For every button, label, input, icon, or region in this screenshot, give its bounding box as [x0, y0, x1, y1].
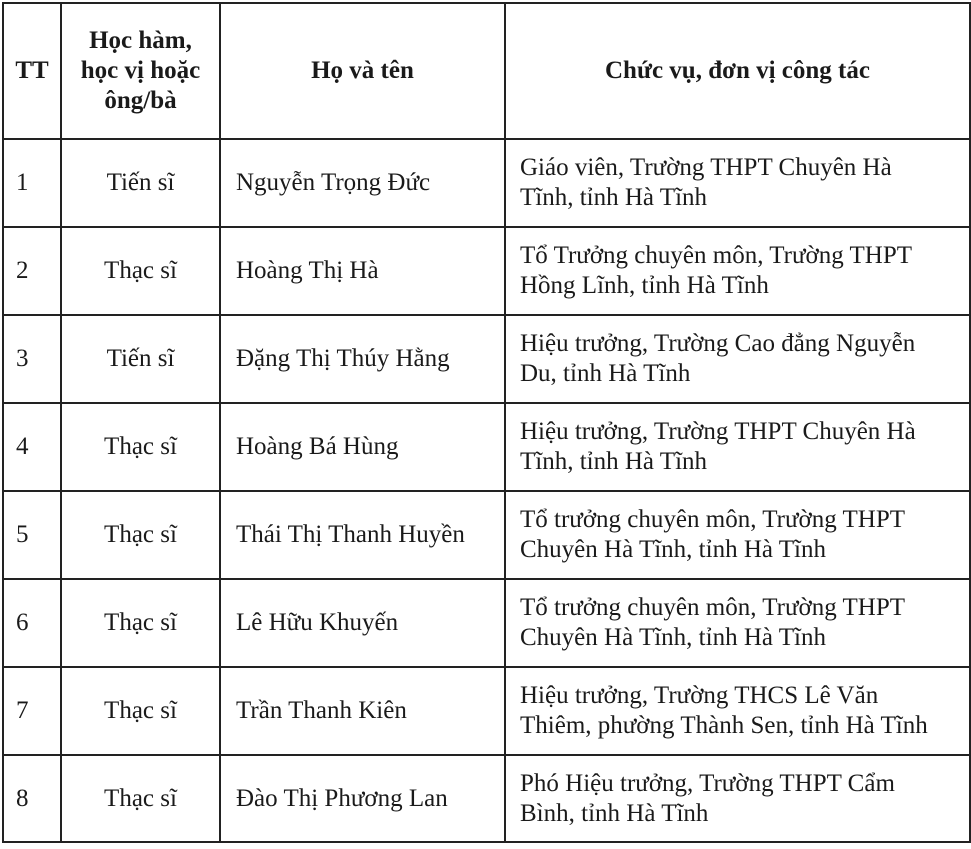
position-cell: [505, 139, 970, 227]
position-line: Tổ trưởng chuyên môn, Trường THPT: [520, 506, 906, 533]
position-line: Tĩnh, tỉnh Hà Tĩnh: [520, 448, 708, 475]
row-number: 8: [3, 755, 61, 842]
position-line: Hiệu trưởng, Trường Cao đẳng Nguyễn: [520, 330, 916, 357]
position-line: Hiệu trưởng, Trường THPT Chuyên Hà: [520, 418, 916, 445]
position-line: Giáo viên, Trường THPT Chuyên Hà: [520, 154, 892, 181]
position-line: Du, tỉnh Hà Tĩnh: [520, 360, 691, 387]
academic-title: Thạc sĩ: [61, 403, 220, 491]
academic-title: Thạc sĩ: [61, 579, 220, 667]
table-row: [3, 403, 970, 491]
table-header: [3, 3, 970, 139]
position-cell: [505, 227, 970, 315]
academic-title: Thạc sĩ: [61, 227, 220, 315]
full-name: Nguyễn Trọng Đức: [220, 139, 505, 227]
table-row: [3, 579, 970, 667]
full-name: Đặng Thị Thúy Hằng: [220, 315, 505, 403]
academic-title: Tiến sĩ: [61, 315, 220, 403]
position-line: Thiêm, phường Thành Sen, tỉnh Hà Tĩnh: [520, 712, 928, 739]
full-name: Đào Thị Phương Lan: [220, 755, 505, 842]
full-name: Hoàng Bá Hùng: [220, 403, 505, 491]
header-tt: TT: [3, 3, 61, 139]
full-name: Thái Thị Thanh Huyền: [220, 491, 505, 579]
header-title: [61, 3, 220, 139]
header-name: Họ và tên: [220, 3, 505, 139]
position-line: Tổ trưởng chuyên môn, Trường THPT: [520, 594, 906, 621]
header-title-line: ông/bà: [104, 87, 177, 114]
row-number: 7: [3, 667, 61, 755]
row-number: 1: [3, 139, 61, 227]
row-number: 6: [3, 579, 61, 667]
row-number: 4: [3, 403, 61, 491]
position-cell: [505, 667, 970, 755]
header-row: [3, 3, 970, 139]
academic-title: Thạc sĩ: [61, 755, 220, 842]
table-row: [3, 491, 970, 579]
table-row: [3, 755, 970, 842]
table-row: [3, 139, 970, 227]
position-line: Phó Hiệu trưởng, Trường THPT Cẩm: [520, 769, 895, 797]
table-row: [3, 667, 970, 755]
position-line: Chuyên Hà Tĩnh, tỉnh Hà Tĩnh: [520, 624, 826, 651]
row-number: 3: [3, 315, 61, 403]
table-row: [3, 227, 970, 315]
row-number: 5: [3, 491, 61, 579]
position-cell: [505, 491, 970, 579]
academic-title: Tiến sĩ: [61, 139, 220, 227]
row-number: 2: [3, 227, 61, 315]
full-name: Hoàng Thị Hà: [220, 227, 505, 315]
position-line: Tĩnh, tỉnh Hà Tĩnh: [520, 184, 708, 211]
academic-title: Thạc sĩ: [61, 667, 220, 755]
table-body: [3, 139, 970, 842]
header-title-line: học vị hoặc: [80, 57, 201, 84]
position-cell: [505, 755, 970, 842]
position-line: Hiệu trưởng, Trường THCS Lê Văn: [520, 682, 879, 709]
full-name: Lê Hữu Khuyến: [220, 579, 505, 667]
academic-title: Thạc sĩ: [61, 491, 220, 579]
position-line: Hồng Lĩnh, tỉnh Hà Tĩnh: [520, 272, 769, 299]
header-title-line: Học hàm,: [89, 27, 192, 54]
position-cell: [505, 403, 970, 491]
position-cell: [505, 579, 970, 667]
table-row: [3, 315, 970, 403]
position-line: Tổ Trưởng chuyên môn, Trường THPT: [520, 242, 913, 269]
full-name: Trần Thanh Kiên: [220, 667, 505, 755]
member-table: [2, 2, 971, 843]
position-line: Chuyên Hà Tĩnh, tỉnh Hà Tĩnh: [520, 536, 826, 563]
position-cell: [505, 315, 970, 403]
position-line: Bình, tỉnh Hà Tĩnh: [520, 799, 709, 827]
header-position: Chức vụ, đơn vị công tác: [505, 3, 970, 139]
